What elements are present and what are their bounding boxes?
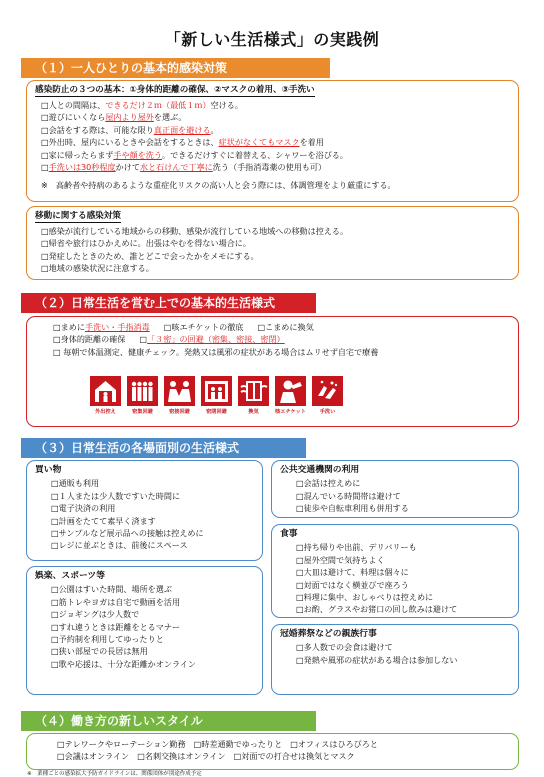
list-item: □歌や応援は、十分な距離かオンライン	[51, 658, 196, 669]
outing-restraint-icon: 外出控え	[90, 376, 121, 415]
list-item: □お酌、グラスやお猪口の回し飲みは避けて	[296, 604, 458, 615]
daily-row-1: □まめに手洗い・手指消毒 □咳エチケットの徹底 □こまめに換気	[53, 322, 314, 332]
movement-item: □発症したときのため、誰とどこで会ったかをメモにする。	[41, 250, 259, 261]
list-item: □公園はすいた時間、場所を選ぶ	[51, 584, 172, 595]
list-item: □電子決済の利用	[51, 503, 116, 514]
list-item: □屋外空間で気持ちよく	[296, 554, 385, 565]
list-item: □予約制を利用してゆったりと	[51, 634, 164, 645]
list-item: □筋トレやヨガは自宅で動画を活用	[51, 596, 181, 607]
daily-row-2: □身体的距離の確保 □「３密」の回避（密集、密接、密閉）	[53, 334, 285, 345]
list-item: □会話は控えめに	[296, 478, 361, 489]
avoid-close-contact-icon: 密接回避	[164, 376, 195, 415]
section-2-heading: （２）日常生活を営む上での基本的生活様式	[21, 293, 316, 313]
work-row-2: □会議はオンライン □名刺交換はオンライン □対面での打合せは換気とマスク	[57, 751, 355, 762]
section-1-heading: （１）一人ひとりの基本的感染対策	[21, 58, 330, 78]
ceremony-box	[271, 624, 519, 695]
list-item: □大皿は避けて、料理は個々に	[296, 567, 409, 578]
movement-item: □地域の感染状況に注意する。	[41, 263, 154, 274]
list-item: □発熱や風邪の症状がある場合は参加しない	[296, 654, 458, 665]
section-3-heading: （３）日常生活の各場面別の生活様式	[21, 438, 306, 458]
list-item: □対面ではなく横並びで座ろう	[296, 579, 409, 590]
movement-item: □帰省や旅行はひかえめに。出張はやむを得ない場合に。	[41, 238, 251, 249]
list-item: □ジョギングは少人数で	[51, 609, 140, 620]
section-4-heading: （４）働き方の新しいスタイル	[21, 711, 316, 731]
basics-item: □外出時、屋内にいるときや会話をするときは、症状がなくてもマスクを着用	[41, 137, 324, 148]
movement-measures-box	[26, 206, 519, 280]
leisure-box	[26, 566, 263, 695]
leisure-title: 娯楽、スポーツ等	[35, 571, 106, 581]
eating-box	[271, 524, 519, 618]
work-style-box	[26, 733, 519, 770]
list-item: □サンプルなど展示品への接触は控えめに	[51, 528, 204, 539]
page-title: 「新しい生活様式」の実践例	[164, 30, 380, 49]
basics-title: 感染防止の３つの基本：①身体的距離の確保、②マスクの着用、③手洗い	[35, 85, 315, 95]
basics-item: □会話をする際は、可能な限り真正面を避ける。	[41, 124, 219, 135]
basics-item: □人との間隔は、できるだけ２ｍ（最低１ｍ）空ける。	[41, 100, 243, 110]
ventilation-icon: 換気	[238, 376, 269, 415]
list-item: □混んでいる時間帯は避けて	[296, 490, 401, 501]
list-item: □多人数での会食は避けて	[296, 642, 393, 653]
list-item: □１人または少人数ですいた時間に	[51, 490, 181, 501]
daily-row-3: □ 毎朝で体温測定、健康チェック。発熱又は風邪の症状がある場合はムリせず自宅で療養	[53, 346, 379, 357]
cough-etiquette-icon: 咳エチケット	[275, 376, 306, 415]
shopping-title: 買い物	[35, 465, 62, 475]
list-item: □狭い部屋での長居は無用	[51, 646, 148, 657]
movement-title: 移動に関する感染対策	[35, 211, 121, 221]
work-row-1: □テレワークやローテーション勤務 □時差通勤でゆったりと □オフィスはひろびろと	[57, 739, 378, 749]
avoid-closed-spaces-icon: 密閉回避	[201, 376, 232, 415]
list-item: □通販も利用	[51, 478, 100, 489]
list-item: □料理に集中、おしゃべりは控えめに	[296, 592, 434, 603]
daily-icons-row	[90, 376, 343, 415]
list-item: □すれ違うときは距離をとるマナー	[51, 621, 181, 632]
transit-title: 公共交通機関の利用	[280, 465, 360, 475]
avoid-crowds-icon: 密集回避	[127, 376, 158, 415]
high-risk-note: ※ 高齢者や持病のあるような重症化リスクの高い人と会う際には、体調管理をより厳重にする。	[41, 180, 396, 191]
basics-item: □手洗いは30秒程度かけて水と石けんで丁寧に洗う（手指消毒薬の使用も可）	[41, 162, 327, 173]
eating-title: 食事	[280, 529, 298, 539]
list-item: □計画をたてて素早く済ます	[51, 515, 156, 526]
ceremony-title: 冠婚葬祭などの親族行事	[280, 629, 377, 639]
basic-measures-box	[26, 80, 519, 202]
basics-item: □遊びにいくなら屋内より屋外を選ぶ。	[41, 112, 187, 123]
footnote: ※ 業種ごとの感染拡大予防ガイドラインは、関係団体が別途作成予定	[27, 771, 202, 777]
shopping-box	[26, 460, 263, 561]
list-item: □徒歩や自転車利用も併用する	[296, 503, 409, 514]
movement-item: □感染が流行している地域からの移動、感染が流行している地域への移動は控える。	[41, 226, 349, 236]
handwashing-icon: 手洗い	[312, 376, 343, 415]
list-item: □持ち帰りや出前、デリバリーも	[296, 542, 417, 553]
transit-box	[271, 460, 519, 518]
list-item: □レジに並ぶときは、前後にスペース	[51, 540, 188, 551]
basics-item: □家に帰ったらまず手や顔を洗う。できるだけすぐに着替える、シャワーを浴びる。	[41, 149, 348, 160]
